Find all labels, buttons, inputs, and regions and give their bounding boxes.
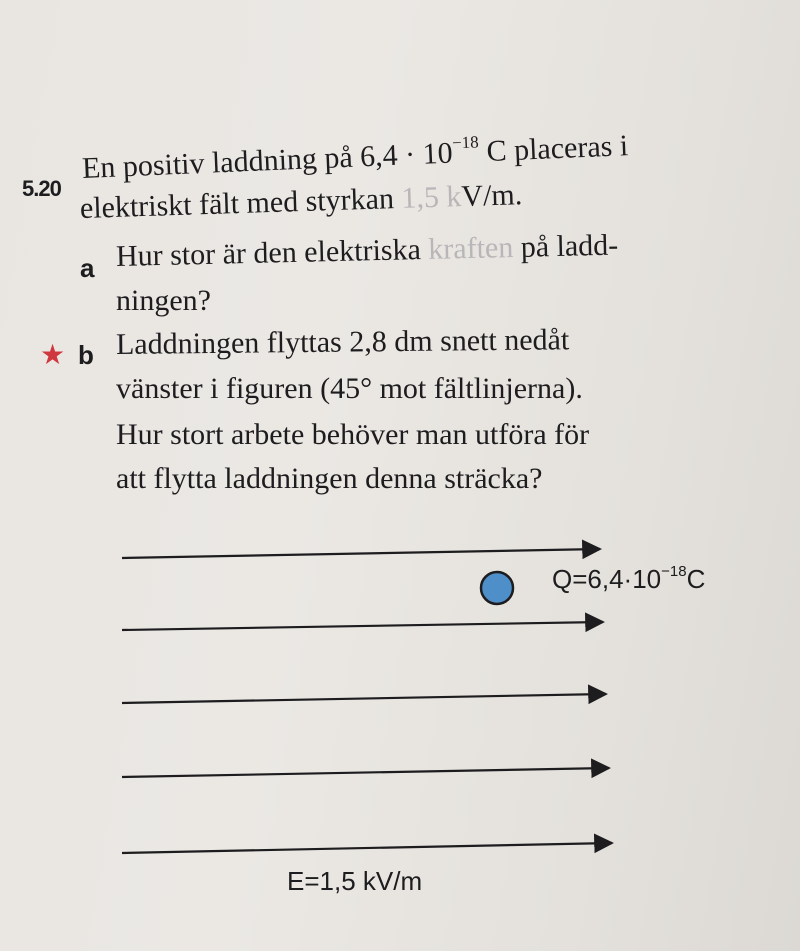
intro-line2-text: elektriskt fält med styrkan <box>79 181 402 225</box>
part-a-label: a <box>80 253 95 283</box>
intro-line2-unit: V/m. <box>460 178 523 214</box>
charge-label-exponent: −18 <box>661 563 687 580</box>
part-b-line-4: att flytta laddningen denna sträcka? <box>116 462 543 495</box>
part-a-text-end: på ladd- <box>512 228 619 264</box>
part-b-line-3: Hur stort arbete behöver man utföra för <box>116 418 590 451</box>
intro-text-a: En positiv laddning på 6,4 · 10 <box>81 136 454 185</box>
part-a-line-2: ningen? <box>116 284 211 317</box>
field-strength-label: E=1,5 kV/m <box>287 866 423 896</box>
intro-line2-faded: 1,5 k <box>400 180 462 215</box>
charge-label <box>552 563 705 595</box>
part-b-line-1: Laddningen flyttas 2,8 dm snett nedåt <box>115 323 570 361</box>
charge-label-value: Q=6,4·10 <box>552 564 662 594</box>
problem-number: 5.20 <box>22 176 61 201</box>
field-line-1 <box>122 549 600 558</box>
intro-text-b: C placeras i <box>478 129 629 169</box>
charge-label-unit: C <box>686 564 706 594</box>
charge-circle <box>481 572 513 604</box>
star-icon: ★ <box>40 340 66 371</box>
part-a-faded: kraften <box>427 230 514 266</box>
part-a-text: Hur stor är den elektriska <box>115 232 429 273</box>
part-b-line-2: vänster i figuren (45° mot fältlinjerna). <box>116 372 583 405</box>
field-line-5 <box>122 843 612 853</box>
field-line-4 <box>122 768 609 777</box>
part-b-label: b <box>78 340 94 370</box>
field-line-2 <box>122 622 603 630</box>
intro-exponent: −18 <box>451 132 480 153</box>
field-line-3 <box>122 694 606 703</box>
